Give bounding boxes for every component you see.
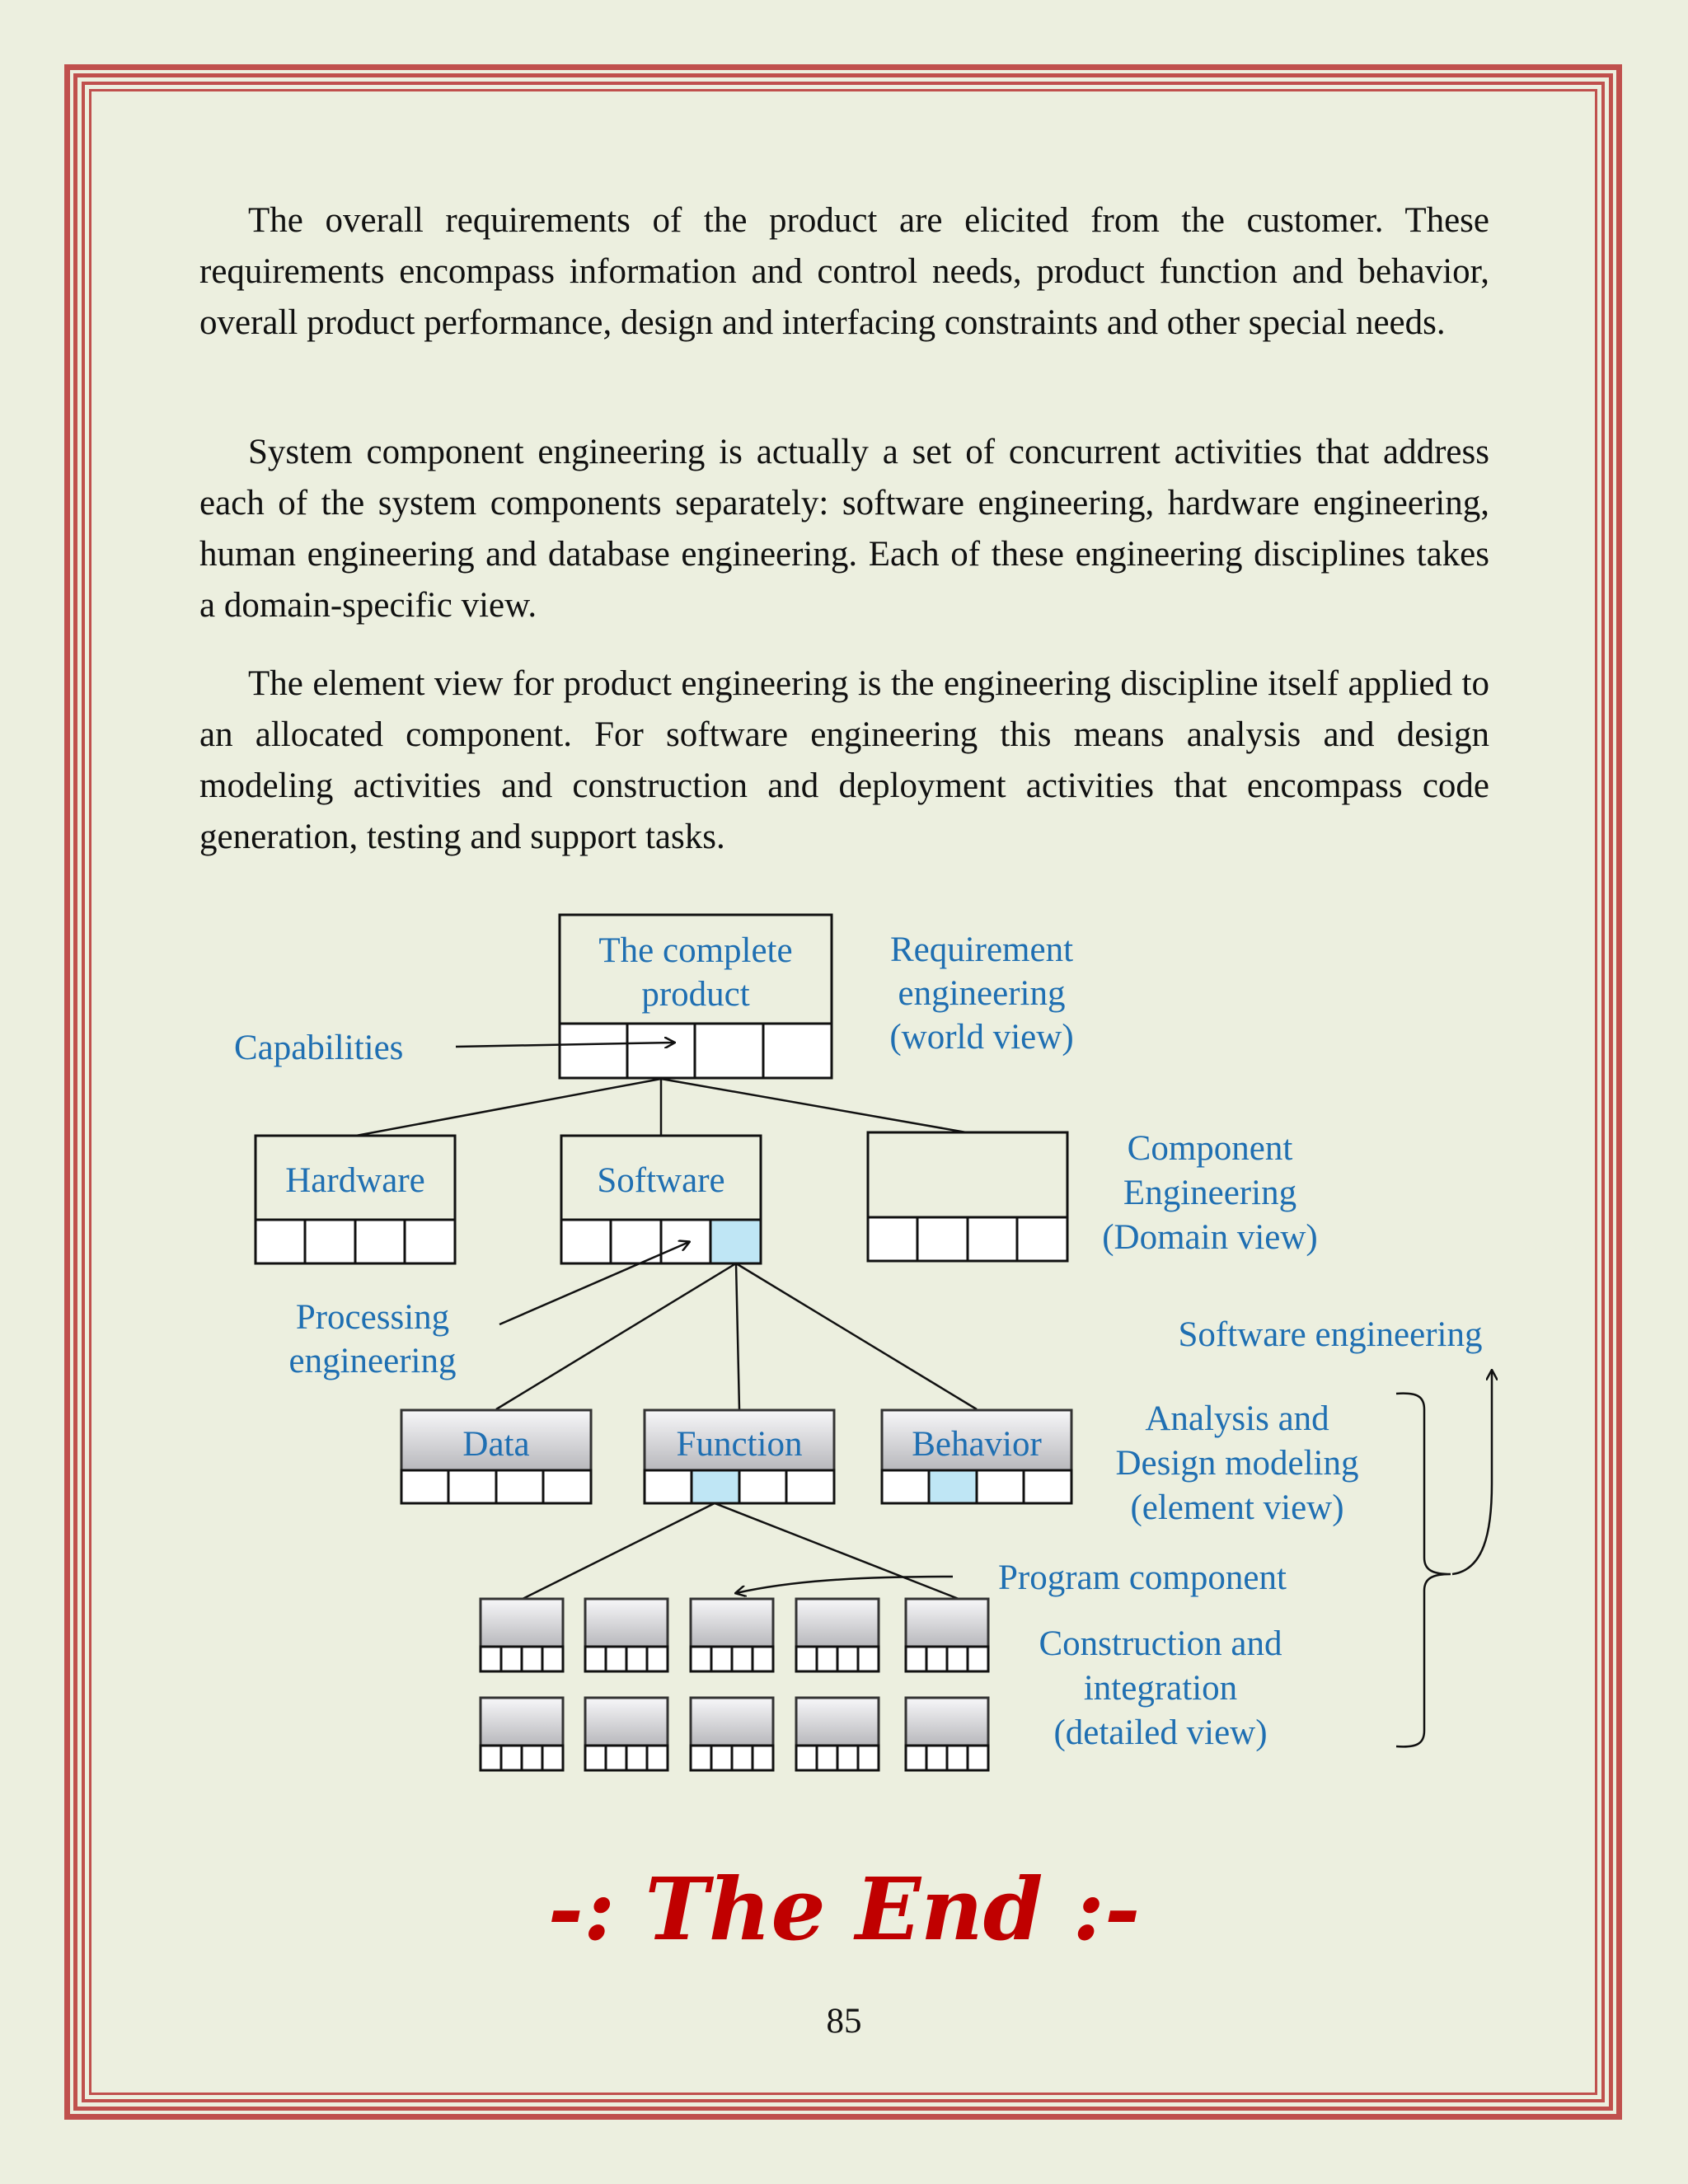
- requirement-engineering-label-3: (world view): [889, 1018, 1074, 1057]
- complete-product-label-1: The complete: [598, 931, 793, 970]
- connector-lines: [356, 1079, 977, 1599]
- page-number: 85: [826, 2002, 862, 2041]
- analysis-label-1: Analysis and: [1145, 1399, 1329, 1438]
- function-label: Function: [676, 1425, 803, 1464]
- hardware-box: [256, 1136, 455, 1263]
- paragraph-component-engineering: System component engineering is actually a set of concurrent activities that address each of the system components separately: software engineering, hardware engineering, human engineering and database engineering. Each of these engineering disciplines takes a domain-specific view.: [199, 433, 1489, 625]
- hardware-label: Hardware: [285, 1161, 425, 1200]
- behavior-box: [882, 1410, 1071, 1503]
- program-component-box: [796, 1698, 879, 1770]
- data-box: [401, 1410, 591, 1503]
- processing-engineering-label-1: Processing: [295, 1298, 450, 1337]
- program-component-box: [906, 1698, 988, 1770]
- processing-engineering-label-2: engineering: [288, 1342, 457, 1380]
- software-engineering-arrow: [1452, 1371, 1492, 1574]
- program-component-box: [691, 1599, 773, 1671]
- function-box: [645, 1410, 834, 1503]
- software-label: Software: [597, 1161, 725, 1200]
- construction-label-1: Construction and: [1039, 1624, 1282, 1663]
- program-component-box: [691, 1698, 773, 1770]
- other-component-box: [868, 1132, 1067, 1261]
- capabilities-label: Capabilities: [234, 1029, 404, 1067]
- component-engineering-label-2: Engineering: [1123, 1174, 1297, 1212]
- analysis-label-2: Design modeling: [1115, 1444, 1359, 1483]
- program-component-box: [906, 1599, 988, 1671]
- program-component-grid: [481, 1599, 988, 1770]
- construction-label-3: (detailed view): [1053, 1713, 1268, 1752]
- requirement-engineering-label-2: engineering: [898, 974, 1066, 1013]
- software-box: [561, 1136, 761, 1263]
- program-component-box: [585, 1698, 668, 1770]
- right-brace: [1396, 1394, 1451, 1747]
- program-component-label: Program component: [998, 1558, 1287, 1597]
- paragraph-requirements: The overall requirements of the product are elicited from the customer. These requirements encompass information and control needs, product function and behavior, overall product performance, design and interfacing constraints and other special needs.: [199, 201, 1489, 342]
- data-label: Data: [462, 1425, 530, 1464]
- construction-label-2: integration: [1083, 1669, 1238, 1708]
- component-engineering-label-1: Component: [1127, 1129, 1293, 1168]
- software-engineering-label: Software engineering: [1178, 1315, 1483, 1354]
- program-component-box: [796, 1599, 879, 1671]
- the-end-heading: -: The End :-: [547, 1858, 1141, 1960]
- behavior-label: Behavior: [912, 1425, 1042, 1464]
- program-component-box: [585, 1599, 668, 1671]
- requirement-engineering-label-1: Requirement: [889, 930, 1074, 969]
- program-component-box: [481, 1698, 563, 1770]
- complete-product-label-2: product: [641, 975, 750, 1014]
- analysis-label-3: (element view): [1130, 1488, 1344, 1527]
- component-engineering-label-3: (Domain view): [1102, 1218, 1318, 1257]
- paragraph-element-view: The element view for product engineering is the engineering discipline itself applied to an allocated component. For software engineering this means analysis and design modeling activities and construction and deployment activities that encompass code generation, testing and support tasks.: [199, 664, 1489, 856]
- complete-product-box: [560, 915, 832, 1078]
- program-component-box: [481, 1599, 563, 1671]
